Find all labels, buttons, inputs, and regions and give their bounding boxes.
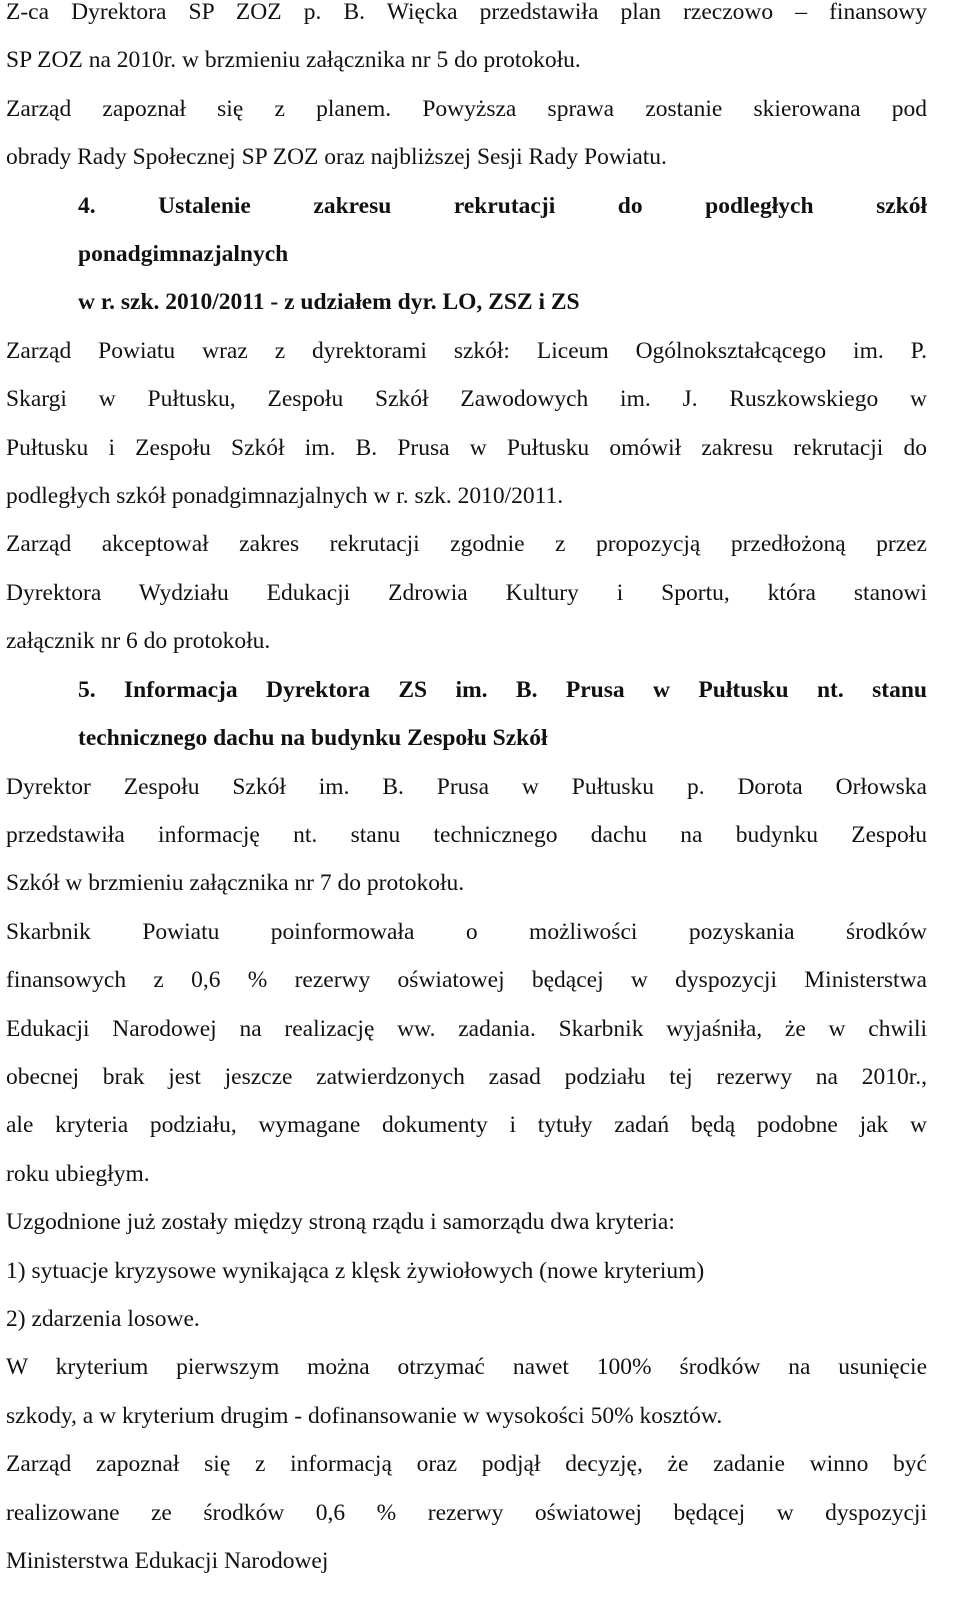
text-line: Z-ca Dyrektora SP ZOZ p. B. Więcka przedstawiła plan rzeczowo – finansowy bbox=[6, 0, 927, 25]
text-line: Szkół w brzmieniu załącznika nr 7 do protokołu. bbox=[6, 870, 465, 897]
text-line: realizowane ze środków 0,6 % rezerwy oświatowej będącej w dyspozycji bbox=[6, 1499, 927, 1526]
text-line: Zarząd akceptował zakres rekrutacji zgodnie z propozycją przedłożoną przez bbox=[6, 531, 927, 558]
text-line: Zarząd zapoznał się z planem. Powyższa sprawa zostanie skierowana pod bbox=[6, 95, 927, 122]
text-line: przedstawiła informację nt. stanu technicznego dachu na budynku Zespołu bbox=[6, 821, 927, 848]
section-heading-line: w r. szk. 2010/2011 - z udziałem dyr. LO, ZSZ i ZS bbox=[78, 289, 580, 316]
text-line: 2) zdarzenia losowe. bbox=[6, 1305, 200, 1332]
text-line: finansowych z 0,6 % rezerwy oświatowej będącej w dyspozycji Ministerstwa bbox=[6, 967, 927, 994]
text-line: ale kryteria podziału, wymagane dokumenty i tytuły zadań będą podobne jak w bbox=[6, 1112, 927, 1139]
text-line: podległych szkół ponadgimnazjalnych w r. szk. 2010/2011. bbox=[6, 483, 564, 510]
text-line: Skarbnik Powiatu poinformowała o możliwości pozyskania środków bbox=[6, 918, 927, 945]
text-line: roku ubiegłym. bbox=[6, 1160, 150, 1187]
text-line: 1) sytuacje kryzysowe wynikająca z klęsk żywiołowych (nowe kryterium) bbox=[6, 1257, 705, 1284]
text-line: Zarząd Powiatu wraz z dyrektorami szkół: Liceum Ogólnokształcącego im. P. bbox=[6, 337, 927, 364]
text-line: Dyrektora Wydziału Edukacji Zdrowia Kultury i Sportu, która stanowi bbox=[6, 579, 927, 606]
text-line: Dyrektor Zespołu Szkół im. B. Prusa w Pułtusku p. Dorota Orłowska bbox=[6, 773, 927, 800]
section-heading-line: technicznego dachu na budynku Zespołu Szkół bbox=[78, 725, 548, 752]
text-line: Uzgodnione już zostały między stroną rządu i samorządu dwa kryteria: bbox=[6, 1209, 675, 1236]
section-heading-line: ponadgimnazjalnych bbox=[78, 241, 289, 268]
text-line: Skargi w Pułtusku, Zespołu Szkół Zawodowych im. J. Ruszkowskiego w bbox=[6, 386, 927, 413]
text-line: Pułtusku i Zespołu Szkół im. B. Prusa w Pułtusku omówił zakresu rekrutacji do bbox=[6, 434, 927, 461]
text-line: W kryterium pierwszym można otrzymać nawet 100% środków na usunięcie bbox=[6, 1354, 927, 1381]
section-heading-line: 5. Informacja Dyrektora ZS im. B. Prusa w Pułtusku nt. stanu bbox=[78, 676, 927, 703]
text-line: szkody, a w kryterium drugim - dofinansowanie w wysokości 50% kosztów. bbox=[6, 1402, 723, 1429]
text-line: obrady Rady Społecznej SP ZOZ oraz najbliższej Sesji Rady Powiatu. bbox=[6, 144, 667, 171]
text-line: Edukacji Narodowej na realizację ww. zadania. Skarbnik wyjaśniła, że w chwili bbox=[6, 1015, 927, 1042]
text-line: SP ZOZ na 2010r. w brzmieniu załącznika nr 5 do protokołu. bbox=[6, 47, 581, 74]
text-line: Ministerstwa Edukacji Narodowej bbox=[6, 1548, 329, 1574]
section-heading-line: 4. Ustalenie zakresu rekrutacji do podległych szkół bbox=[78, 192, 927, 219]
text-line: Zarząd zapoznał się z informacją oraz podjął decyzję, że zadanie winno być bbox=[6, 1451, 927, 1478]
text-line: załącznik nr 6 do protokołu. bbox=[6, 628, 271, 655]
document-body bbox=[6, 0, 927, 1585]
text-line: obecnej brak jest jeszcze zatwierdzonych zasad podziału tej rezerwy na 2010r., bbox=[6, 1063, 927, 1090]
